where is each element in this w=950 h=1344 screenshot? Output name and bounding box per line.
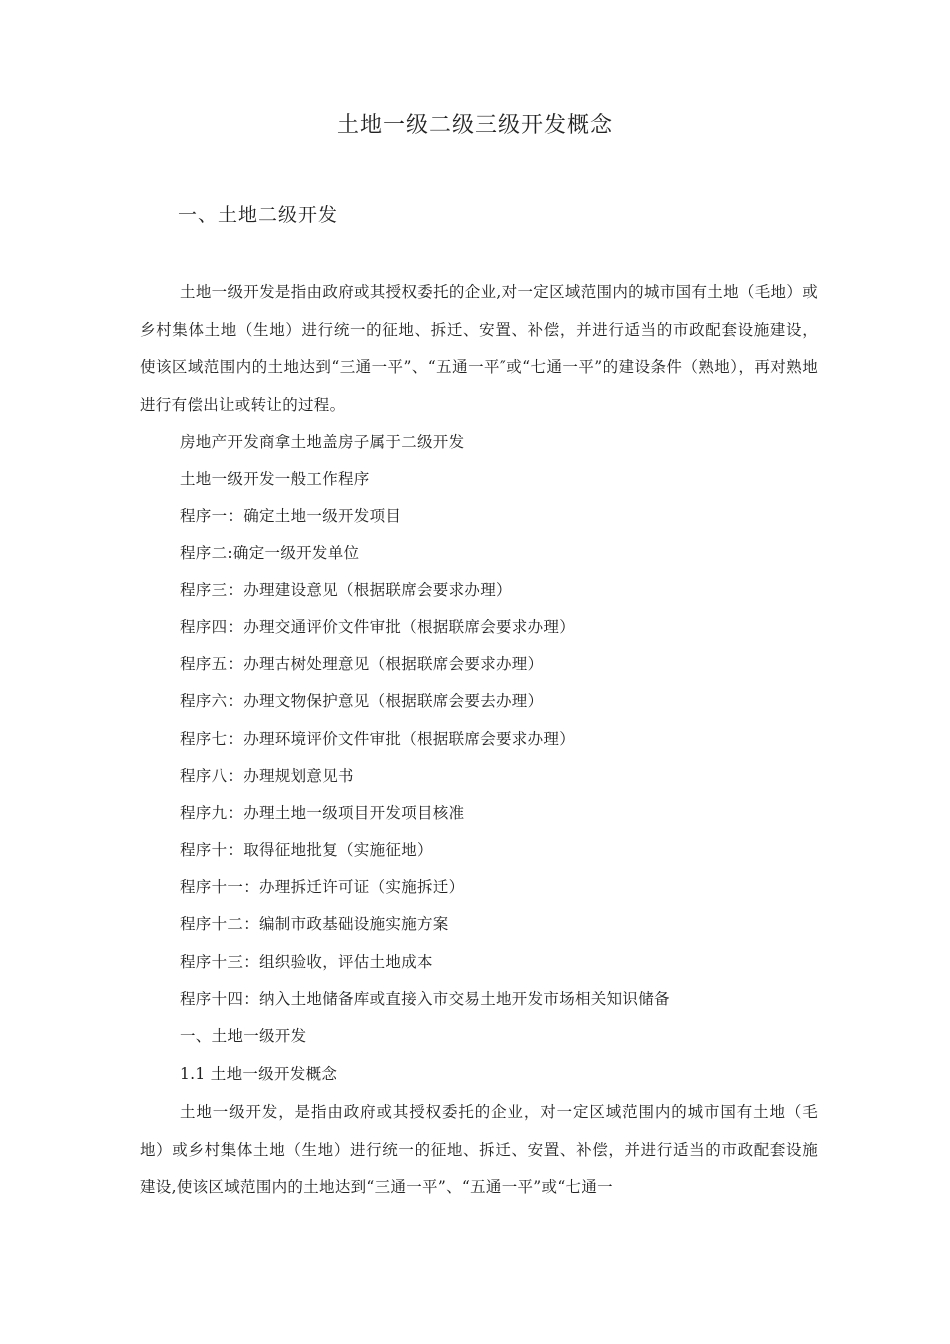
section-heading: 一、土地二级开发 [178,204,339,226]
procedure-item: 程序一：确定土地一级开发项目 [180,507,402,525]
procedure-item: 程序六：办理文物保护意见（根据联席会要去办理） [180,692,544,710]
procedure-item: 程序十三：组织验收，评估土地成本 [180,953,433,971]
procedure-item: 程序九：办理土地一级项目开发项目核准 [180,804,465,822]
procedure-item: 程序七：办理环境评价文件审批（根据联席会要求办理） [180,730,576,748]
procedure-item: 程序十：取得征地批复（实施征地） [180,841,433,859]
procedure-item: 程序二:确定一级开发单位 [180,544,360,562]
paragraph-concept: 土地一级开发，是指由政府或其授权委托的企业，对一定区域范围内的城市国有土地（毛地）或乡村集体土地（生地）进行统一的征地、拆迁、安置、补偿，并进行适当的市政配套设施建设,使该区域范围内的土地达到“三通一平”、“五通一平”或“七通一 [140,1103,818,1196]
procedure-item: 程序四：办理交通评价文件审批（根据联席会要求办理） [180,618,576,636]
procedure-item: 程序十二：编制市政基础设施实施方案 [180,915,449,933]
procedure-item: 程序八：办理规划意见书 [180,767,354,785]
procedure-item: 程序十一：办理拆迁许可证（实施拆迁） [180,878,465,896]
text-line: 房地产开发商拿土地盖房子属于二级开发 [180,433,465,451]
paragraph-intro: 土地一级开发是指由政府或其授权委托的企业,对一定区域范围内的城市国有土地（毛地）或乡村集体土地（生地）进行统一的征地、拆迁、安置、补偿，并进行适当的市政配套设施建设，使该区域范围内的土地达到“三通一平”、“五通一平″或“七通一平”的建设条件（熟地），再对熟地进行有偿出让或转让的过程。 [140,283,818,414]
procedure-item: 程序十四：纳入土地储备库或直接入市交易土地开发市场相关知识储备 [180,990,670,1008]
procedure-item: 程序三：办理建设意见（根据联席会要求办理） [180,581,512,599]
document-title: 土地一级二级三级开发概念 [336,113,613,138]
subsection-heading: 一、土地一级开发 [180,1027,307,1045]
procedure-item: 程序五：办理古树处理意见（根据联席会要求办理） [180,655,544,673]
text-line: 土地一级开发一般工作程序 [180,470,370,488]
subsection-heading: 1.1 土地一级开发概念 [180,1065,338,1083]
